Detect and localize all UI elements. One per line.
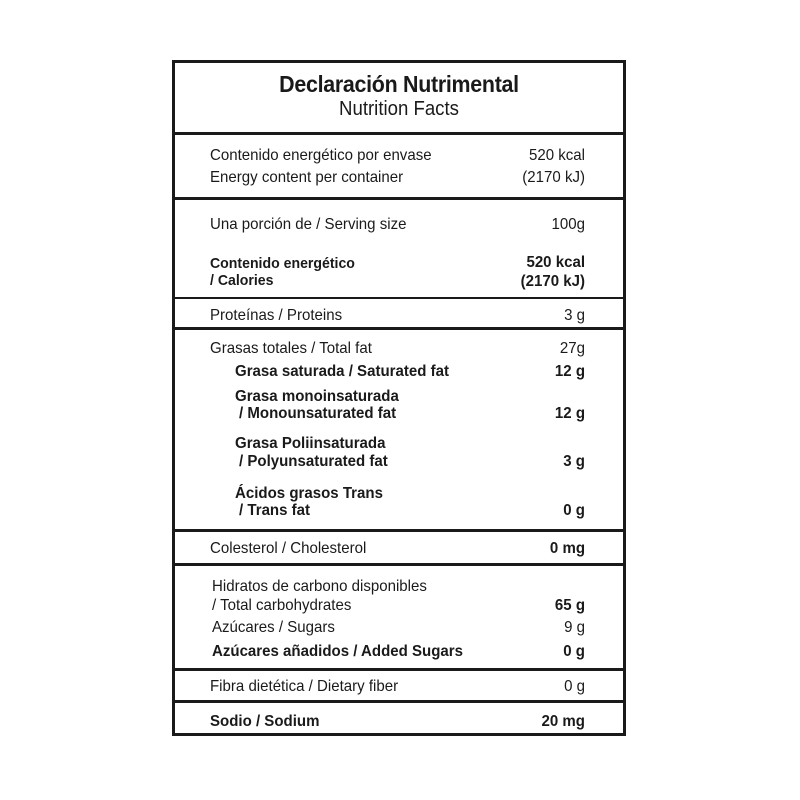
fiber-value: 0 g xyxy=(564,678,585,695)
divider xyxy=(175,700,623,703)
poly-fat-value: 3 g xyxy=(563,453,585,470)
label-title: Declaración Nutrimental xyxy=(279,71,519,97)
protein-label: Proteínas / Proteins xyxy=(210,307,343,324)
trans-fat-value: 0 g xyxy=(563,502,585,519)
calories-label-en: / Calories xyxy=(210,272,274,289)
energy-container-kcal: 520 kcal xyxy=(528,147,585,164)
total-fat-label: Grasas totales / Total fat xyxy=(210,340,372,357)
serving-size-label: Una porción de / Serving size xyxy=(210,216,407,233)
divider xyxy=(175,197,623,200)
mono-fat-label-es: Grasa monoinsaturada xyxy=(235,388,399,405)
carbs-label-en: / Total carbohydrates xyxy=(212,597,352,614)
divider xyxy=(175,668,623,671)
divider xyxy=(175,132,623,135)
saturated-fat-label: Grasa saturada / Saturated fat xyxy=(235,363,449,380)
divider xyxy=(175,563,623,566)
energy-container-kj: (2170 kJ) xyxy=(522,169,585,186)
sugars-label: Azúcares / Sugars xyxy=(212,619,335,636)
fiber-label: Fibra dietética / Dietary fiber xyxy=(210,678,399,695)
sodium-label: Sodio / Sodium xyxy=(210,713,320,730)
nutrition-facts-panel xyxy=(172,60,626,736)
energy-container-label-es: Contenido energético por envase xyxy=(210,147,432,164)
label-subtitle: Nutrition Facts xyxy=(339,98,459,120)
protein-value: 3 g xyxy=(564,307,585,324)
cholesterol-label: Colesterol / Cholesterol xyxy=(210,540,367,557)
divider xyxy=(175,327,623,330)
calories-kj: (2170 kJ) xyxy=(520,273,585,290)
total-fat-value: 27g xyxy=(559,340,585,357)
saturated-fat-value: 12 g xyxy=(554,363,585,380)
poly-fat-label-es: Grasa Poliinsaturada xyxy=(235,435,386,452)
carbs-label-es: Hidratos de carbono disponibles xyxy=(212,578,427,595)
divider xyxy=(175,529,623,532)
mono-fat-value: 12 g xyxy=(554,405,585,422)
sodium-value: 20 mg xyxy=(541,713,585,730)
trans-fat-label-en: / Trans fat xyxy=(239,502,311,519)
poly-fat-label-en: / Polyunsaturated fat xyxy=(239,453,388,470)
divider xyxy=(175,297,623,299)
serving-size-value: 100g xyxy=(551,216,585,233)
energy-container-label-en: Energy content per container xyxy=(210,169,404,186)
added-sugars-label: Azúcares añadidos / Added Sugars xyxy=(212,643,464,660)
calories-kcal: 520 kcal xyxy=(526,254,585,271)
added-sugars-value: 0 g xyxy=(563,643,585,660)
mono-fat-label-en: / Monounsaturated fat xyxy=(239,405,397,422)
sugars-value: 9 g xyxy=(564,619,585,636)
cholesterol-value: 0 mg xyxy=(549,540,585,557)
trans-fat-label-es: Ácidos grasos Trans xyxy=(235,485,383,502)
calories-label-es: Contenido energético xyxy=(210,255,355,272)
carbs-value: 65 g xyxy=(554,597,585,614)
